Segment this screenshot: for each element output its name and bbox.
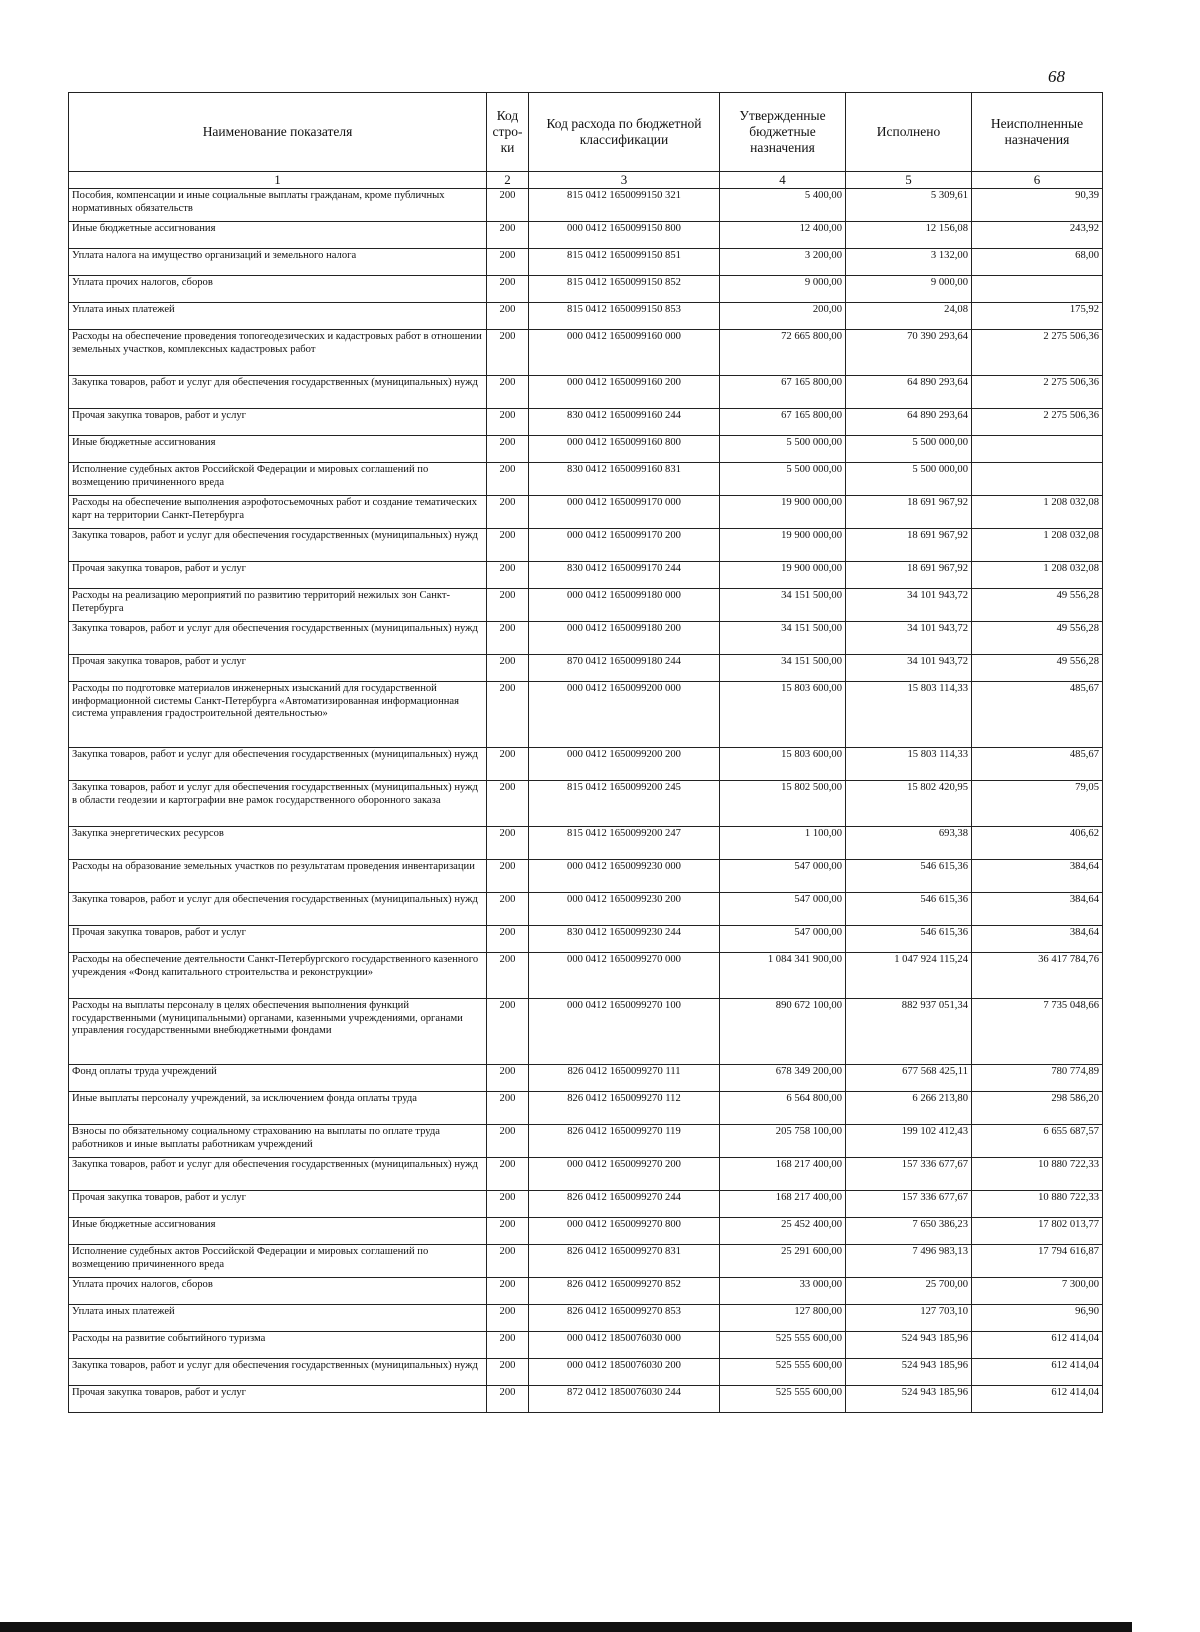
row-line-code: 200 [487,1332,529,1359]
table-row [69,655,1103,682]
header-unexecuted: Неисполненные назначения [972,93,1103,172]
row-line-code: 200 [487,860,529,893]
row-executed: 677 568 425,11 [846,1065,972,1092]
row-approved: 34 151 500,00 [720,655,846,682]
row-approved: 547 000,00 [720,893,846,926]
row-indicator-name: Расходы на обеспечение выполнения аэрофотосъемочных работ и создание тематических карт на территории Санкт-Петербурга [69,496,487,529]
row-expense-code: 830 0412 1650099160 831 [529,463,720,496]
row-expense-code: 000 0412 1650099270 800 [529,1218,720,1245]
row-expense-code: 830 0412 1650099160 244 [529,409,720,436]
table-row [69,222,1103,249]
row-expense-code: 826 0412 1650099270 244 [529,1191,720,1218]
row-indicator-name: Уплата налога на имущество организаций и земельного налога [69,249,487,276]
row-executed: 25 700,00 [846,1278,972,1305]
row-executed: 882 937 051,34 [846,999,972,1065]
row-executed: 5 500 000,00 [846,463,972,496]
row-executed: 524 943 185,96 [846,1359,972,1386]
row-unexecuted: 2 275 506,36 [972,376,1103,409]
row-line-code: 200 [487,330,529,376]
table-row [69,529,1103,562]
row-executed: 34 101 943,72 [846,622,972,655]
row-indicator-name: Прочая закупка товаров, работ и услуг [69,409,487,436]
row-expense-code: 000 0412 1650099180 200 [529,622,720,655]
row-approved: 890 672 100,00 [720,999,846,1065]
row-executed: 5 309,61 [846,189,972,222]
row-expense-code: 000 0412 1650099200 000 [529,682,720,748]
row-indicator-name: Уплата прочих налогов, сборов [69,276,487,303]
row-line-code: 200 [487,463,529,496]
header-approved: Утвержденные бюджетные назначения [720,93,846,172]
row-line-code: 200 [487,748,529,781]
row-indicator-name: Исполнение судебных актов Российской Федерации и мировых соглашений по возмещению причиненного вреда [69,463,487,496]
row-line-code: 200 [487,1065,529,1092]
row-indicator-name: Прочая закупка товаров, работ и услуг [69,1191,487,1218]
table-body [69,189,1103,1413]
header-row [69,93,1103,172]
row-line-code: 200 [487,1245,529,1278]
row-approved: 1 084 341 900,00 [720,953,846,999]
table-row [69,1245,1103,1278]
row-executed: 157 336 677,67 [846,1191,972,1218]
row-expense-code: 870 0412 1650099180 244 [529,655,720,682]
table-row [69,496,1103,529]
row-line-code: 200 [487,655,529,682]
row-unexecuted: 49 556,28 [972,622,1103,655]
table-row [69,463,1103,496]
row-executed: 1 047 924 115,24 [846,953,972,999]
row-line-code: 200 [487,999,529,1065]
row-line-code: 200 [487,1305,529,1332]
row-indicator-name: Закупка товаров, работ и услуг для обеспечения государственных (муниципальных) нужд [69,1158,487,1191]
row-expense-code: 815 0412 1650099150 853 [529,303,720,330]
table-row [69,1218,1103,1245]
column-number-row [69,172,1103,189]
row-indicator-name: Закупка энергетических ресурсов [69,827,487,860]
row-expense-code: 826 0412 1650099270 853 [529,1305,720,1332]
row-approved: 3 200,00 [720,249,846,276]
row-approved: 525 555 600,00 [720,1386,846,1413]
row-unexecuted: 384,64 [972,860,1103,893]
row-approved: 15 803 600,00 [720,748,846,781]
row-indicator-name: Расходы на обеспечение проведения топогеодезических и кадастровых работ в отношении земельных участков, комплексных кадастровых работ [69,330,487,376]
header-expense-code: Код расхода по бюджетной классификации [529,93,720,172]
table-row [69,926,1103,953]
column-number: 2 [487,172,529,189]
row-indicator-name: Взносы по обязательному социальному страхованию на выплаты по оплате труда работников и иные выплаты работникам учреждений [69,1125,487,1158]
row-executed: 15 803 114,33 [846,682,972,748]
row-approved: 5 500 000,00 [720,463,846,496]
row-indicator-name: Фонд оплаты труда учреждений [69,1065,487,1092]
row-line-code: 200 [487,1359,529,1386]
row-line-code: 200 [487,926,529,953]
row-approved: 25 291 600,00 [720,1245,846,1278]
row-indicator-name: Уплата прочих налогов, сборов [69,1278,487,1305]
row-approved: 15 802 500,00 [720,781,846,827]
row-approved: 15 803 600,00 [720,682,846,748]
table-row [69,303,1103,330]
row-unexecuted: 612 414,04 [972,1386,1103,1413]
row-line-code: 200 [487,409,529,436]
row-executed: 5 500 000,00 [846,436,972,463]
column-number: 5 [846,172,972,189]
row-executed: 546 615,36 [846,893,972,926]
row-line-code: 200 [487,622,529,655]
row-indicator-name: Расходы на обеспечение деятельности Санкт-Петербургского государственного казенного учреждения «Фонд капитального строительства и реконструкции» [69,953,487,999]
row-line-code: 200 [487,376,529,409]
table-row [69,893,1103,926]
row-line-code: 200 [487,1218,529,1245]
table-row [69,1065,1103,1092]
row-approved: 678 349 200,00 [720,1065,846,1092]
row-unexecuted: 612 414,04 [972,1332,1103,1359]
row-expense-code: 000 0412 1650099160 800 [529,436,720,463]
row-unexecuted: 612 414,04 [972,1359,1103,1386]
table-row [69,562,1103,589]
row-expense-code: 000 0412 1650099270 100 [529,999,720,1065]
row-executed: 6 266 213,80 [846,1092,972,1125]
row-executed: 64 890 293,64 [846,376,972,409]
row-approved: 25 452 400,00 [720,1218,846,1245]
table-row [69,682,1103,748]
row-unexecuted: 10 880 722,33 [972,1191,1103,1218]
row-line-code: 200 [487,189,529,222]
row-executed: 34 101 943,72 [846,589,972,622]
row-indicator-name: Закупка товаров, работ и услуг для обеспечения государственных (муниципальных) нужд [69,893,487,926]
row-executed: 157 336 677,67 [846,1158,972,1191]
row-indicator-name: Расходы на выплаты персоналу в целях обеспечения выполнения функций государственными (муниципальными) органами, казенными учреждениями, органами управления государственными внебюджетными фондами [69,999,487,1065]
table-row [69,376,1103,409]
row-line-code: 200 [487,276,529,303]
table-row [69,781,1103,827]
budget-execution-table [68,92,1103,1413]
row-indicator-name: Уплата иных платежей [69,303,487,330]
table-row [69,249,1103,276]
row-executed: 70 390 293,64 [846,330,972,376]
row-executed: 18 691 967,92 [846,496,972,529]
row-unexecuted: 2 275 506,36 [972,330,1103,376]
row-indicator-name: Расходы на реализацию мероприятий по развитию территорий нежилых зон Санкт-Петербурга [69,589,487,622]
row-executed: 693,38 [846,827,972,860]
row-indicator-name: Расходы на развитие событийного туризма [69,1332,487,1359]
row-line-code: 200 [487,436,529,463]
table-row [69,622,1103,655]
row-indicator-name: Закупка товаров, работ и услуг для обеспечения государственных (муниципальных) нужд [69,748,487,781]
row-line-code: 200 [487,589,529,622]
row-unexecuted: 1 208 032,08 [972,562,1103,589]
row-expense-code: 815 0412 1650099150 852 [529,276,720,303]
row-unexecuted: 1 208 032,08 [972,529,1103,562]
row-unexecuted: 90,39 [972,189,1103,222]
row-expense-code: 872 0412 1850076030 244 [529,1386,720,1413]
row-unexecuted: 68,00 [972,249,1103,276]
table-row [69,1125,1103,1158]
row-indicator-name: Пособия, компенсации и иные социальные выплаты гражданам, кроме публичных нормативных обязательств [69,189,487,222]
row-expense-code: 830 0412 1650099170 244 [529,562,720,589]
row-approved: 6 564 800,00 [720,1092,846,1125]
row-unexecuted: 49 556,28 [972,589,1103,622]
row-line-code: 200 [487,1191,529,1218]
table-row [69,330,1103,376]
row-line-code: 200 [487,222,529,249]
row-executed: 18 691 967,92 [846,529,972,562]
row-unexecuted [972,463,1103,496]
row-expense-code: 000 0412 1650099200 200 [529,748,720,781]
row-executed: 12 156,08 [846,222,972,249]
row-unexecuted: 2 275 506,36 [972,409,1103,436]
row-executed: 546 615,36 [846,860,972,893]
row-line-code: 200 [487,303,529,330]
row-line-code: 200 [487,1158,529,1191]
row-executed: 64 890 293,64 [846,409,972,436]
row-approved: 19 900 000,00 [720,529,846,562]
row-approved: 72 665 800,00 [720,330,846,376]
row-approved: 33 000,00 [720,1278,846,1305]
page-number: 68 [1048,67,1065,86]
row-expense-code: 830 0412 1650099230 244 [529,926,720,953]
row-indicator-name: Прочая закупка товаров, работ и услуг [69,1386,487,1413]
row-approved: 67 165 800,00 [720,409,846,436]
row-indicator-name: Иные бюджетные ассигнования [69,222,487,249]
row-indicator-name: Прочая закупка товаров, работ и услуг [69,562,487,589]
table-row [69,1386,1103,1413]
table-row [69,860,1103,893]
row-unexecuted: 485,67 [972,748,1103,781]
row-executed: 7 650 386,23 [846,1218,972,1245]
row-expense-code: 000 0412 1650099160 000 [529,330,720,376]
row-unexecuted: 6 655 687,57 [972,1125,1103,1158]
row-executed: 127 703,10 [846,1305,972,1332]
row-approved: 19 900 000,00 [720,496,846,529]
row-line-code: 200 [487,562,529,589]
row-unexecuted: 17 794 616,87 [972,1245,1103,1278]
row-line-code: 200 [487,893,529,926]
table-row [69,409,1103,436]
row-expense-code: 815 0412 1650099150 321 [529,189,720,222]
column-number: 1 [69,172,487,189]
row-indicator-name: Расходы на образование земельных участков по результатам проведения инвентаризации [69,860,487,893]
row-line-code: 200 [487,1386,529,1413]
row-line-code: 200 [487,1278,529,1305]
row-unexecuted: 485,67 [972,682,1103,748]
table-row [69,1305,1103,1332]
row-expense-code: 815 0412 1650099200 245 [529,781,720,827]
row-unexecuted: 17 802 013,77 [972,1218,1103,1245]
row-executed: 524 943 185,96 [846,1386,972,1413]
row-approved: 168 217 400,00 [720,1158,846,1191]
row-approved: 12 400,00 [720,222,846,249]
row-executed: 18 691 967,92 [846,562,972,589]
row-unexecuted: 36 417 784,76 [972,953,1103,999]
row-indicator-name: Расходы по подготовке материалов инженерных изысканий для государственной информационной системы Санкт-Петербурга «Автоматизированная информационная система управления градостроительной деятельностью» [69,682,487,748]
row-unexecuted: 10 880 722,33 [972,1158,1103,1191]
scan-edge-bar [0,1622,1132,1632]
table-row [69,1332,1103,1359]
row-line-code: 200 [487,953,529,999]
row-executed: 15 803 114,33 [846,748,972,781]
row-approved: 34 151 500,00 [720,622,846,655]
row-expense-code: 000 0412 1650099170 000 [529,496,720,529]
row-executed: 546 615,36 [846,926,972,953]
table-row [69,1359,1103,1386]
row-approved: 9 000,00 [720,276,846,303]
header-indicator-name: Наименование показателя [69,93,487,172]
row-expense-code: 826 0412 1650099270 112 [529,1092,720,1125]
row-expense-code: 000 0412 1650099180 000 [529,589,720,622]
row-approved: 127 800,00 [720,1305,846,1332]
row-unexecuted: 175,92 [972,303,1103,330]
row-indicator-name: Исполнение судебных актов Российской Федерации и мировых соглашений по возмещению причиненного вреда [69,1245,487,1278]
table-row [69,436,1103,463]
row-approved: 5 400,00 [720,189,846,222]
row-unexecuted: 49 556,28 [972,655,1103,682]
row-unexecuted: 1 208 032,08 [972,496,1103,529]
row-unexecuted: 780 774,89 [972,1065,1103,1092]
row-expense-code: 000 0412 1650099270 000 [529,953,720,999]
row-indicator-name: Прочая закупка товаров, работ и услуг [69,926,487,953]
row-expense-code: 000 0412 1850076030 200 [529,1359,720,1386]
table-row [69,1278,1103,1305]
row-indicator-name: Прочая закупка товаров, работ и услуг [69,655,487,682]
row-indicator-name: Уплата иных платежей [69,1305,487,1332]
table-row [69,748,1103,781]
row-indicator-name: Закупка товаров, работ и услуг для обеспечения государственных (муниципальных) нужд [69,1359,487,1386]
row-expense-code: 000 0412 1650099270 200 [529,1158,720,1191]
row-indicator-name: Иные бюджетные ассигнования [69,436,487,463]
column-number: 4 [720,172,846,189]
row-indicator-name: Иные бюджетные ассигнования [69,1218,487,1245]
row-executed: 524 943 185,96 [846,1332,972,1359]
row-approved: 525 555 600,00 [720,1359,846,1386]
row-indicator-name: Закупка товаров, работ и услуг для обеспечения государственных (муниципальных) нужд в области геодезии и картографии вне рамок государственного оборонного заказа [69,781,487,827]
row-approved: 5 500 000,00 [720,436,846,463]
row-expense-code: 000 0412 1850076030 000 [529,1332,720,1359]
table-row [69,276,1103,303]
row-expense-code: 000 0412 1650099230 000 [529,860,720,893]
table-row [69,827,1103,860]
header-executed: Исполнено [846,93,972,172]
table-row [69,189,1103,222]
row-unexecuted: 298 586,20 [972,1092,1103,1125]
row-unexecuted: 7 735 048,66 [972,999,1103,1065]
row-unexecuted: 96,90 [972,1305,1103,1332]
row-approved: 67 165 800,00 [720,376,846,409]
row-line-code: 200 [487,781,529,827]
row-indicator-name: Закупка товаров, работ и услуг для обеспечения государственных (муниципальных) нужд [69,622,487,655]
row-line-code: 200 [487,1125,529,1158]
row-approved: 205 758 100,00 [720,1125,846,1158]
row-line-code: 200 [487,682,529,748]
table-row [69,1191,1103,1218]
table-row [69,1158,1103,1191]
row-expense-code: 826 0412 1650099270 119 [529,1125,720,1158]
row-indicator-name: Закупка товаров, работ и услуг для обеспечения государственных (муниципальных) нужд [69,529,487,562]
table-row [69,953,1103,999]
row-executed: 34 101 943,72 [846,655,972,682]
row-line-code: 200 [487,496,529,529]
row-approved: 168 217 400,00 [720,1191,846,1218]
row-indicator-name: Иные выплаты персоналу учреждений, за исключением фонда оплаты труда [69,1092,487,1125]
row-executed: 15 802 420,95 [846,781,972,827]
row-expense-code: 826 0412 1650099270 111 [529,1065,720,1092]
column-number: 6 [972,172,1103,189]
row-indicator-name: Закупка товаров, работ и услуг для обеспечения государственных (муниципальных) нужд [69,376,487,409]
row-unexecuted: 7 300,00 [972,1278,1103,1305]
column-number: 3 [529,172,720,189]
row-unexecuted [972,276,1103,303]
table-row [69,999,1103,1065]
table-row [69,589,1103,622]
row-approved: 525 555 600,00 [720,1332,846,1359]
row-unexecuted [972,436,1103,463]
row-executed: 199 102 412,43 [846,1125,972,1158]
row-line-code: 200 [487,827,529,860]
header-line-code: Код стро-ки [487,93,529,172]
row-expense-code: 826 0412 1650099270 831 [529,1245,720,1278]
row-unexecuted: 384,64 [972,926,1103,953]
row-executed: 9 000,00 [846,276,972,303]
row-executed: 24,08 [846,303,972,330]
row-expense-code: 000 0412 1650099160 200 [529,376,720,409]
row-line-code: 200 [487,529,529,562]
row-approved: 547 000,00 [720,926,846,953]
row-executed: 3 132,00 [846,249,972,276]
row-unexecuted: 406,62 [972,827,1103,860]
row-line-code: 200 [487,1092,529,1125]
row-approved: 19 900 000,00 [720,562,846,589]
row-unexecuted: 243,92 [972,222,1103,249]
row-executed: 7 496 983,13 [846,1245,972,1278]
row-approved: 1 100,00 [720,827,846,860]
row-expense-code: 815 0412 1650099200 247 [529,827,720,860]
row-approved: 34 151 500,00 [720,589,846,622]
row-expense-code: 000 0412 1650099150 800 [529,222,720,249]
row-unexecuted: 384,64 [972,893,1103,926]
row-expense-code: 826 0412 1650099270 852 [529,1278,720,1305]
table-row [69,1092,1103,1125]
row-approved: 200,00 [720,303,846,330]
row-expense-code: 000 0412 1650099170 200 [529,529,720,562]
row-expense-code: 815 0412 1650099150 851 [529,249,720,276]
row-unexecuted: 79,05 [972,781,1103,827]
row-expense-code: 000 0412 1650099230 200 [529,893,720,926]
row-line-code: 200 [487,249,529,276]
row-approved: 547 000,00 [720,860,846,893]
